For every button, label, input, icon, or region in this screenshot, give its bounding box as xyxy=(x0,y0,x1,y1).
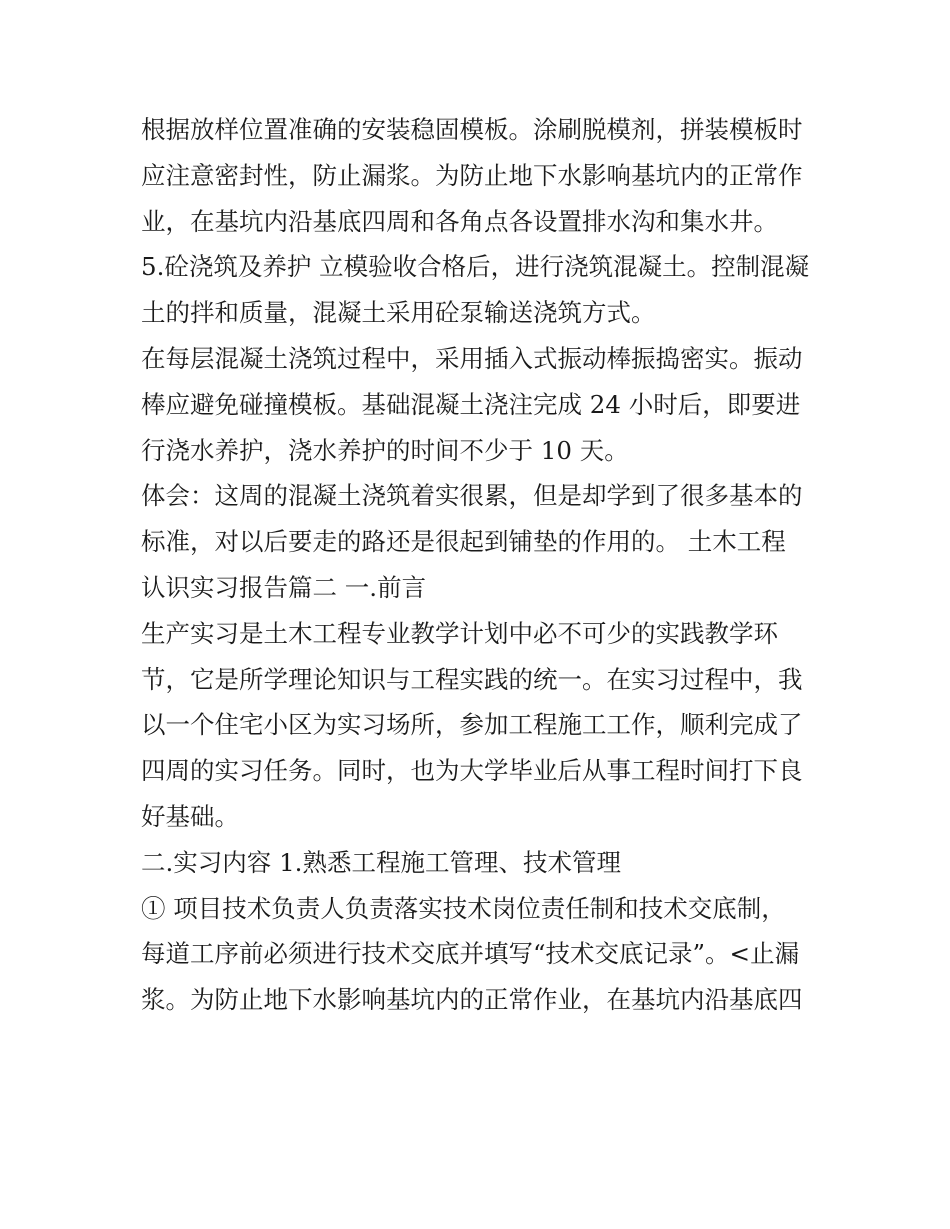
text-line: 棒应避免碰撞模板。基础混凝土浇注完成 24 小时后，即要进 xyxy=(141,389,801,419)
text-line: 体会：这周的混凝土浇筑着实很累，但是却学到了很多基本的 xyxy=(141,481,803,511)
text-line: 土的拌和质量，混凝土采用砼泵输送浇筑方式。 xyxy=(141,298,656,328)
text-line: 5.砼浇筑及养护 立模验收合格后，进行浇筑混凝土。控制混凝 xyxy=(141,252,810,282)
text-line: 四周的实习任务。同时，也为大学毕业后从事工程时间打下良 xyxy=(141,756,803,786)
text-line: 业，在基坑内沿基底四周和各角点各设置排水沟和集水井。 xyxy=(141,206,778,236)
text-line: 生产实习是土木工程专业教学计划中必不可少的实践教学环 xyxy=(141,618,778,648)
text-line: 以一个住宅小区为实习场所，参加工程施工工作，顺利完成了 xyxy=(141,710,803,740)
text-line: 应注意密封性，防止漏浆。为防止地下水影响基坑内的正常作 xyxy=(141,160,803,190)
text-line: 每道工序前必须进行技术交底并填写“技术交底记录”。<止漏 xyxy=(141,939,800,969)
text-line: 标准，对以后要走的路还是很起到铺垫的作用的。 土木工程 xyxy=(141,527,786,557)
text-line: 二.实习内容 1.熟悉工程施工管理、技术管理 xyxy=(141,847,621,877)
text-line: 根据放样位置准确的安装稳固模板。涂刷脱模剂，拼装模板时 xyxy=(141,115,803,144)
text-line: 浆。为防止地下水影响基坑内的正常作业，在基坑内沿基底四 xyxy=(141,985,803,1015)
text-line: 行浇水养护，浇水养护的时间不少于 10 天。 xyxy=(141,435,629,465)
text-line: 节，它是所学理论知识与工程实践的统一。在实习过程中，我 xyxy=(141,664,803,694)
text-line: ① 项目技术负责人负责落实技术岗位责任制和技术交底制， xyxy=(141,893,786,923)
text-line: 好基础。 xyxy=(141,801,239,831)
text-line: 认识实习报告篇二 一.前言 xyxy=(141,572,427,602)
document-body xyxy=(141,107,821,1023)
text-line: 在每层混凝土浇筑过程中，采用插入式振动棒振捣密实。振动 xyxy=(141,343,803,373)
